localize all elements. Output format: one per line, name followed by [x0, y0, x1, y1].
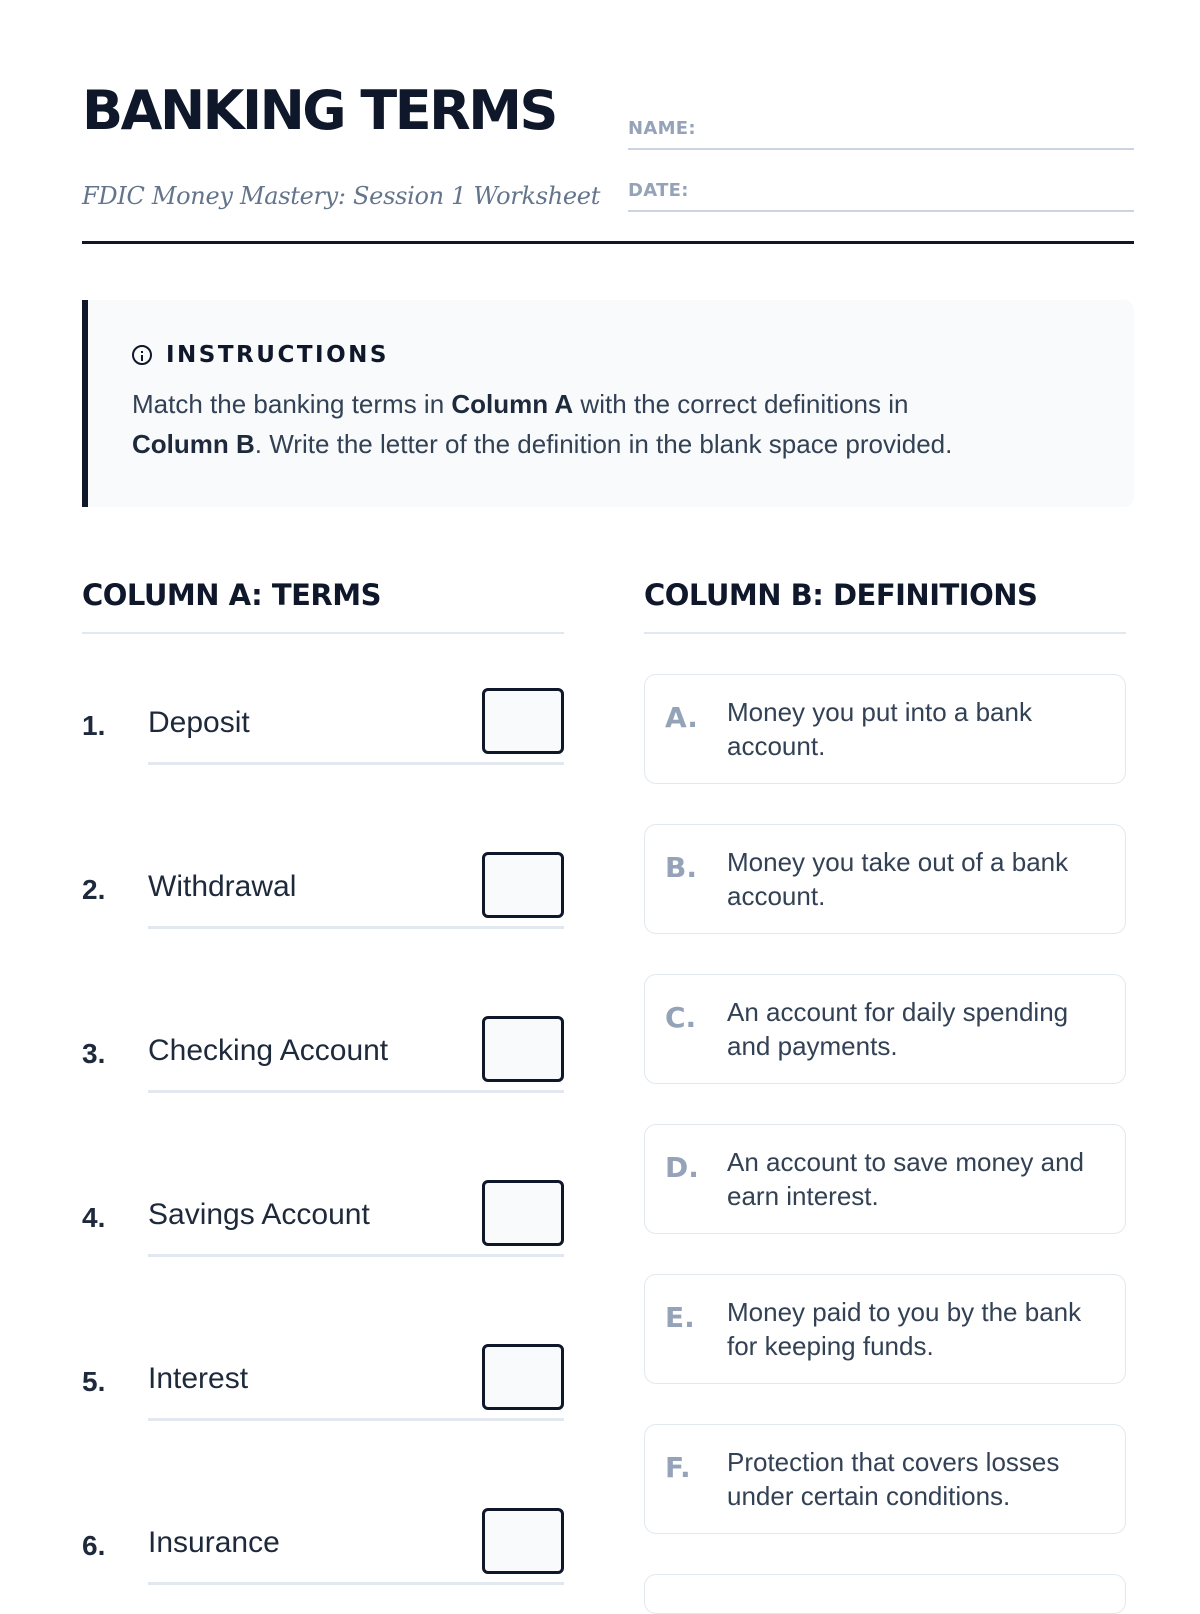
term-label: Insurance — [148, 1526, 280, 1559]
term-number: 1. — [82, 710, 106, 741]
definition-card — [644, 1274, 1126, 1384]
column-b-heading: COLUMN B: DEFINITIONS — [644, 578, 1038, 612]
definition-letter: A. — [665, 701, 698, 734]
term-number: 4. — [82, 1202, 106, 1233]
instructions-text — [132, 384, 1092, 464]
instructions-box — [82, 300, 1134, 507]
instructions-text-part: . Write the letter of the definition in the blank space provided. — [254, 429, 953, 459]
term-underline — [148, 1254, 564, 1257]
term-label: Savings Account — [148, 1198, 370, 1231]
date-label: DATE: — [628, 180, 689, 201]
term-row — [82, 1496, 564, 1586]
term-underline — [148, 1582, 564, 1585]
term-label: Withdrawal — [148, 870, 297, 903]
term-label: Interest — [148, 1362, 249, 1395]
answer-box[interactable] — [482, 1180, 564, 1246]
definition-text: Money you take out of a bank account. — [727, 847, 1069, 911]
term-row — [82, 840, 564, 930]
name-field[interactable] — [628, 118, 1134, 150]
header-divider — [82, 241, 1134, 244]
column-a-divider — [82, 632, 564, 634]
instructions-title: INSTRUCTIONS — [166, 342, 389, 368]
definition-card — [644, 674, 1126, 784]
definition-letter: C. — [665, 1001, 697, 1034]
definition-card — [644, 1124, 1126, 1234]
worksheet-header — [82, 78, 1134, 246]
date-field[interactable] — [628, 180, 1134, 212]
instructions-text-part: Match the banking terms in — [132, 389, 452, 419]
term-number: 2. — [82, 874, 106, 905]
page-subtitle: FDIC Money Mastery: Session 1 Worksheet — [82, 182, 601, 210]
definition-letter: B. — [665, 851, 697, 884]
term-row — [82, 1332, 564, 1422]
definition-text: An account to save money and earn interest. — [727, 1147, 1085, 1211]
definition-text: An account for daily spending and payments. — [727, 997, 1069, 1061]
column-b-divider — [644, 632, 1126, 634]
instructions-heading — [132, 342, 389, 368]
instructions-text-part: with the correct definitions in — [573, 389, 909, 419]
term-number: 3. — [82, 1038, 106, 1069]
definition-card — [644, 824, 1126, 934]
answer-box[interactable] — [482, 1508, 564, 1574]
term-underline — [148, 1090, 564, 1093]
definition-letter: E. — [665, 1301, 695, 1334]
term-underline — [148, 1418, 564, 1421]
term-number: 5. — [82, 1366, 106, 1397]
term-row — [82, 1168, 564, 1258]
term-underline — [148, 926, 564, 929]
definition-letter: F. — [665, 1451, 691, 1484]
answer-box[interactable] — [482, 1016, 564, 1082]
answer-box[interactable] — [482, 1344, 564, 1410]
term-row — [82, 1004, 564, 1094]
definition-card — [644, 1424, 1126, 1534]
term-label: Deposit — [148, 706, 250, 739]
instructions-bold-column-b: Column B — [132, 429, 255, 459]
definition-text: Protection that covers losses under certain conditions. — [727, 1447, 1060, 1511]
definition-text: Money paid to you by the bank for keeping funds. — [727, 1297, 1082, 1361]
definition-card — [644, 1574, 1126, 1614]
page-title: BANKING TERMS — [82, 79, 556, 142]
answer-box[interactable] — [482, 688, 564, 754]
instructions-bold-column-a: Column A — [451, 389, 574, 419]
name-label: NAME: — [628, 118, 696, 139]
answer-box[interactable] — [482, 852, 564, 918]
term-label: Checking Account — [148, 1034, 389, 1067]
term-row — [82, 676, 564, 766]
term-number: 6. — [82, 1530, 106, 1561]
term-underline — [148, 762, 564, 765]
column-a-heading: COLUMN A: TERMS — [82, 578, 381, 612]
definition-text: Money you put into a bank account. — [727, 697, 1032, 761]
definition-letter: D. — [665, 1151, 699, 1184]
info-icon — [132, 345, 152, 365]
definition-card — [644, 974, 1126, 1084]
